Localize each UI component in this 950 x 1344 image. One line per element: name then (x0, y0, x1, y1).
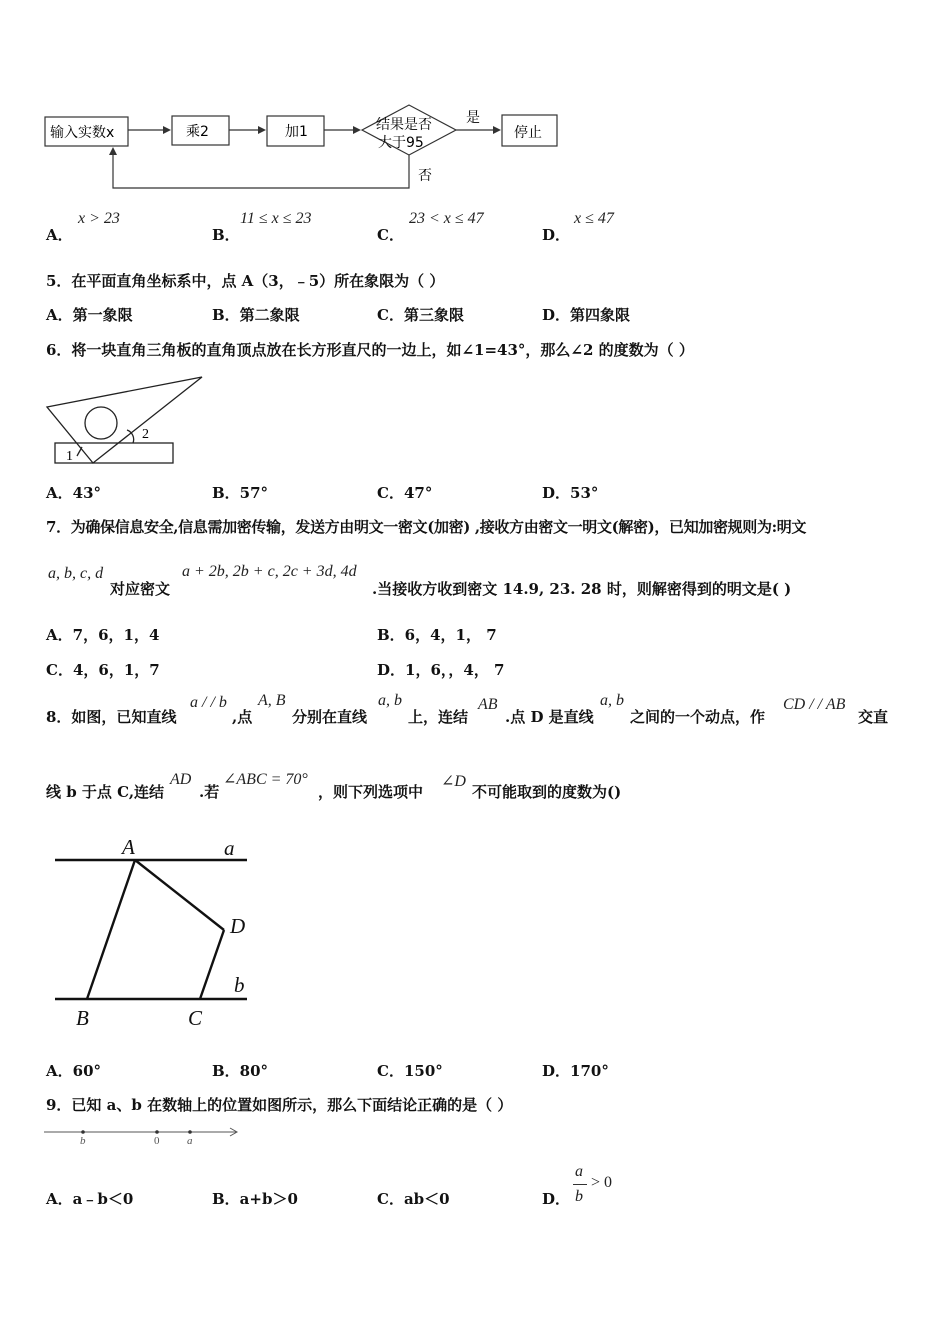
q8-math-1: a / / b (190, 694, 227, 711)
q8-text-10: ，则下列选项中 (318, 783, 424, 801)
q8-math-6: CD / / AB (783, 696, 846, 713)
segment-dc (200, 930, 224, 999)
flowchart-yes-label: 是 (466, 110, 480, 126)
flowchart-box-stop-label: 停止 (514, 125, 542, 141)
q8-text-9: .若 (199, 783, 220, 801)
q5-option-b: B．第二象限 (212, 306, 300, 324)
q5-stem: 5．在平面直角坐标系中，点 A（3，﹣5）所在象限为（ ） (46, 272, 445, 290)
q7-math-plain: a, b, c, d (48, 565, 104, 582)
q7-option-b: B．6，4，1， 7 (377, 626, 497, 644)
point-b-label: B (76, 1006, 89, 1030)
q8-text-1: 8．如图，已知直线 (46, 708, 177, 726)
q7-text-2: .当接收方收到密文 14.9, 23. 28 时，则解密得到的明文是( ) (372, 580, 792, 598)
q8-text-7: 交直 (858, 708, 889, 726)
point-a-dot (188, 1130, 192, 1134)
point-zero-dot (155, 1130, 159, 1134)
q7-option-c: C．4，6，1，7 (46, 661, 160, 679)
q8-geometry-figure (50, 833, 270, 1033)
q8-math-3: a, b (378, 692, 402, 709)
q8-math-5: a, b (600, 692, 624, 709)
q7-math-cipher: a + 2b, 2b + c, 2c + 3d, 4d (182, 563, 357, 580)
q8-math-9: ∠D (441, 773, 466, 790)
q8-math-8: ∠ABC = 70° (223, 771, 308, 788)
q9-option-d-letter: D． (542, 1190, 571, 1208)
point-c-label: C (188, 1006, 203, 1030)
q4-option-b: B． 11 ≤ x ≤ 23 (212, 210, 312, 244)
q6-option-c: C．47° (377, 484, 433, 502)
q9-option-b: B．a+b＞0 (212, 1190, 298, 1208)
point-d-label: D (230, 914, 246, 938)
angle-2-label: 2 (142, 427, 149, 442)
q8-text-2: ,点 (232, 708, 253, 726)
q8-text-4: 上，连结 (408, 708, 469, 726)
q8-option-a: A．60° (46, 1062, 102, 1080)
q8-option-d: D．170° (542, 1062, 609, 1080)
flowchart-decision-label-2: 大于95 (378, 135, 424, 151)
q7-stem-line1: 7．为确保信息安全,信息需加密传输，发送方由明文一密文(加密) ,接收方由密文一明文(解密)，已知加密规则为:明文 (46, 518, 807, 536)
point-b-dot (81, 1130, 85, 1134)
q8-math-2: A, B (258, 692, 286, 709)
q6-triangle-ruler-figure (40, 372, 240, 472)
loop-arrow (113, 152, 409, 188)
q8-option-b: B．80° (212, 1062, 269, 1080)
q9-option-a: A．a﹣b＜0 (46, 1190, 134, 1208)
flowchart-box-add-label: 加1 (285, 124, 308, 140)
flowchart-decision-label-1: 结果是否 (376, 117, 432, 133)
flowchart-box-input-label: 输入实数x (50, 125, 115, 141)
q6-option-a: A．43° (46, 484, 102, 502)
q8-text-3: 分别在直线 (292, 708, 368, 726)
q9-option-d-fraction-bar (573, 1184, 587, 1185)
q8-option-c: C．150° (377, 1062, 443, 1080)
point-a-label: A (122, 835, 135, 859)
flowchart-diagram (0, 0, 950, 200)
axis-label-zero: 0 (154, 1135, 160, 1147)
segment-ab (87, 860, 135, 999)
q9-option-d-relation: > 0 (591, 1174, 613, 1191)
line-b-label: b (234, 973, 245, 997)
q7-option-d: D．1，6，，4， 7 (377, 661, 505, 679)
flowchart-box-multiply-label: 乘2 (186, 124, 209, 140)
q7-text-1: 对应密文 (110, 580, 171, 598)
q4-option-d: D． x ≤ 47 (542, 210, 614, 244)
q9-option-c: C．ab＜0 (377, 1190, 450, 1208)
q9-number-line (44, 1124, 244, 1150)
q6-option-b: B．57° (212, 484, 269, 502)
q9-stem: 9．已知 a、b 在数轴上的位置如图所示，那么下面结论正确的是（ ） (46, 1096, 513, 1114)
line-a-label: a (224, 836, 235, 860)
q7-option-a: A．7，6，1，4 (46, 626, 160, 644)
flowchart-no-label: 否 (418, 168, 432, 184)
q8-text-11: 不可能取到的度数为() (472, 783, 622, 801)
q8-math-4: AB (478, 696, 498, 713)
set-square-hole (85, 407, 117, 439)
q8-text-8: 线 b 于点 C,连结 (46, 783, 165, 801)
q9-option-d-numerator: a (575, 1163, 583, 1180)
axis-label-a: a (187, 1135, 193, 1147)
angle-1-label: 1 (66, 449, 73, 464)
q5-option-d: D．第四象限 (542, 306, 631, 324)
q5-option-a: A．第一象限 (46, 306, 133, 324)
angle-1-arc (77, 447, 82, 456)
q9-option-d-denominator: b (575, 1188, 583, 1205)
q5-option-c: C．第三象限 (377, 306, 464, 324)
q8-math-7: AD (170, 771, 192, 788)
q4-option-a: A． x > 23 (46, 210, 120, 244)
q4-option-c: C． 23 < x ≤ 47 (377, 210, 484, 244)
segment-ad (135, 860, 224, 930)
q6-option-d: D．53° (542, 484, 599, 502)
q8-text-5: .点 D 是直线 (505, 708, 594, 726)
axis-label-b: b (80, 1135, 86, 1147)
q8-text-6: 之间的一个动点，作 (630, 708, 766, 726)
q6-stem: 6．将一块直角三角板的直角顶点放在长方形直尺的一边上，如∠1=43°，那么∠2 的度数为（ ） (46, 341, 694, 359)
